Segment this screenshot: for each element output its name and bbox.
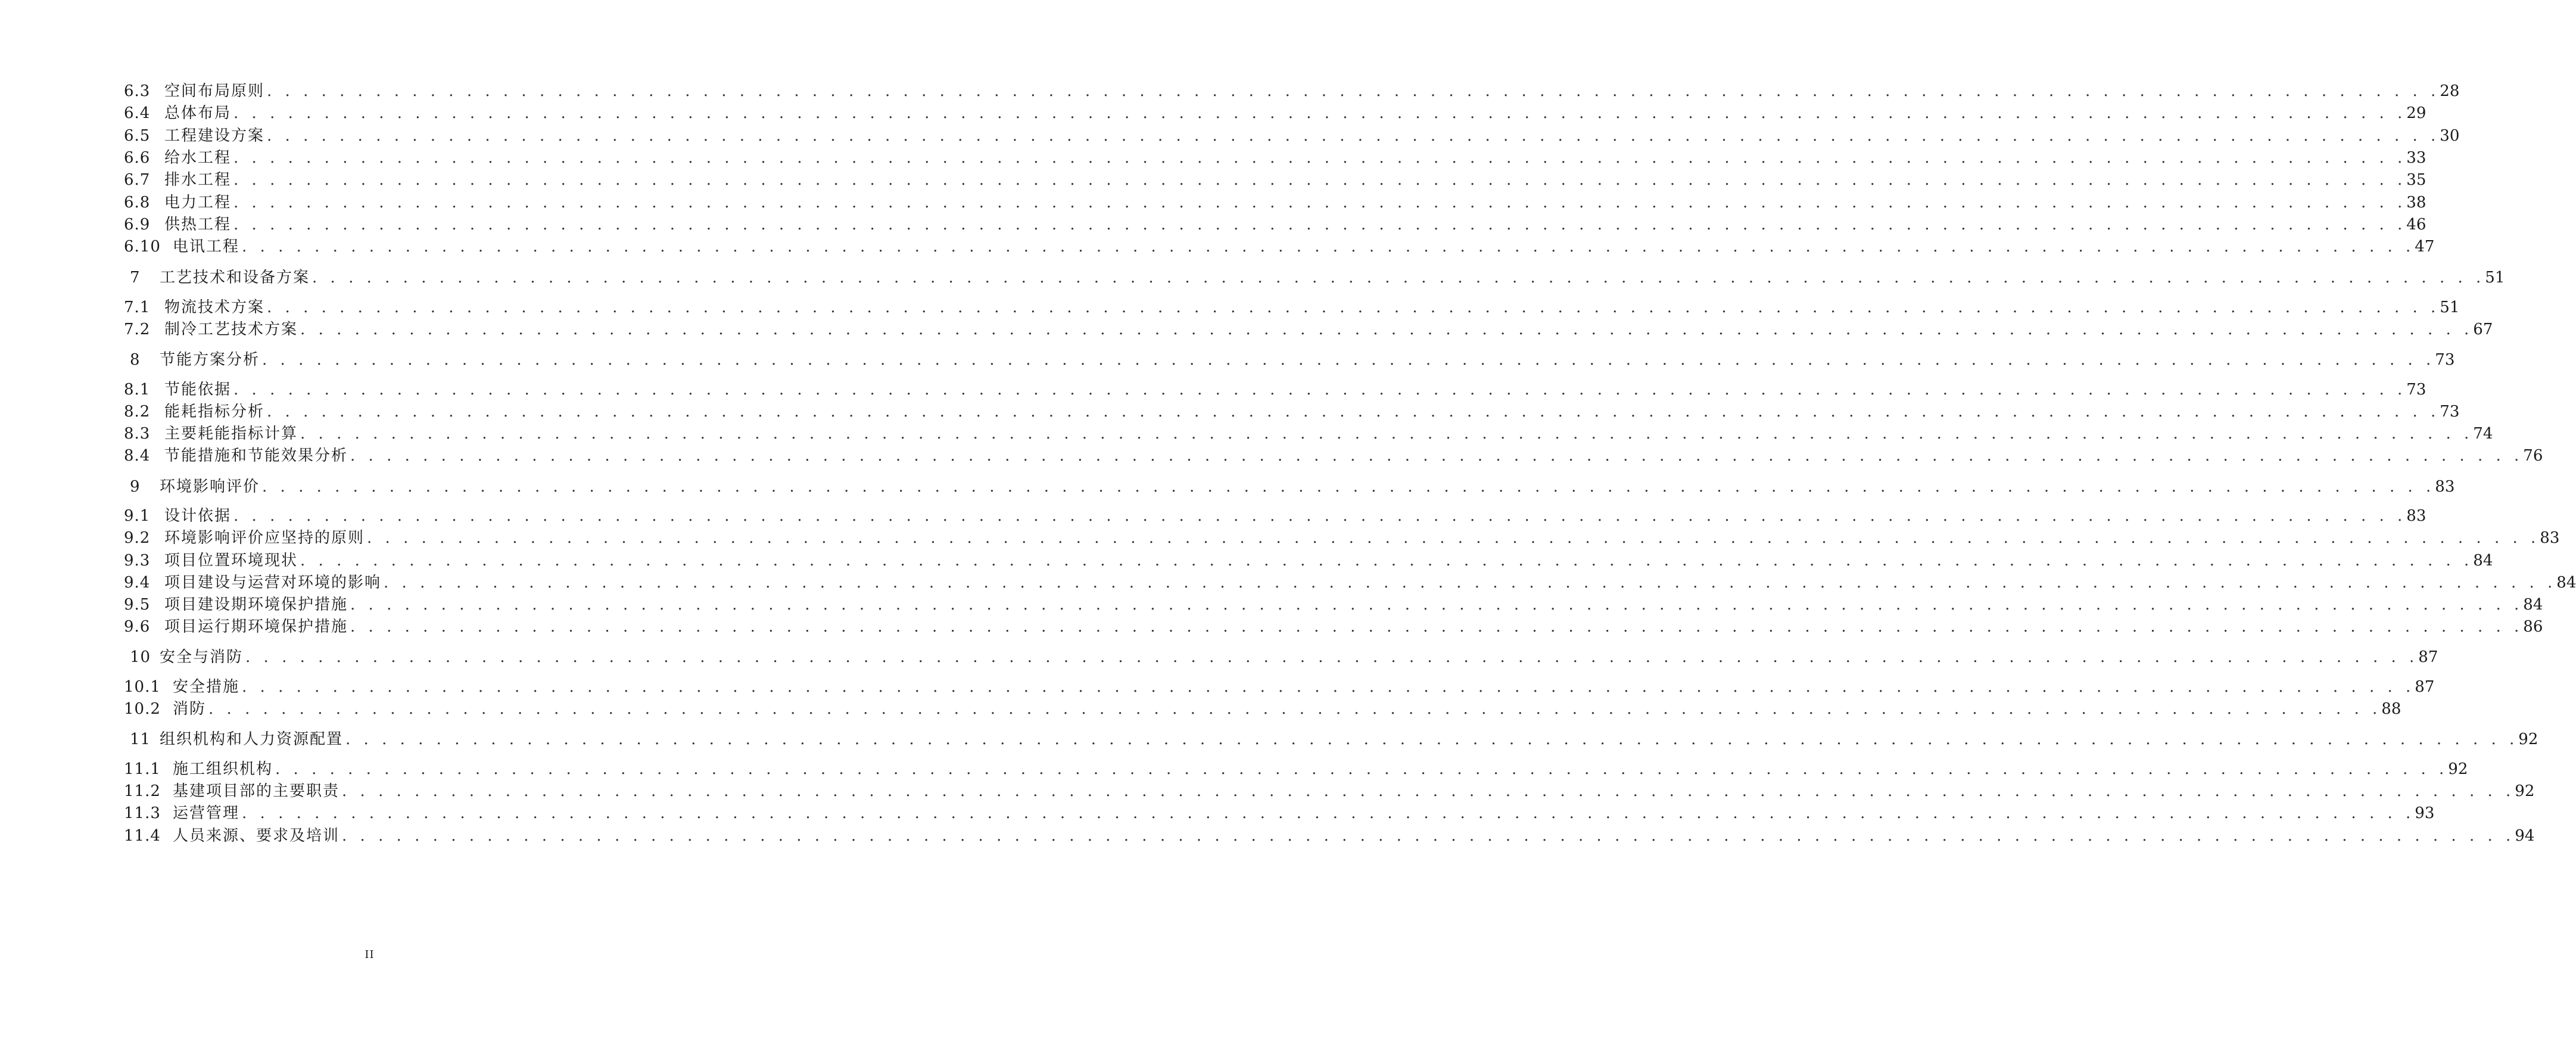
toc-dot-leader: . . . . . . . . . . . . . . . . . . . . . . . . . . . . . . . . . . . . . . . . . . . . . . . . . . . . . . . . . . . . . . . . . . . . . . . . . . . . . . . . . . . . . . . . . . . . . . . . . . . . . . . . . . . . . . . . . . . . . . . . <box>233 171 2407 189</box>
toc-entry-page: 92 <box>2518 730 2538 748</box>
toc-entry-page: 51 <box>2440 298 2460 316</box>
toc-entry-page: 84 <box>2473 552 2493 570</box>
toc-entry-page: 38 <box>2406 194 2427 212</box>
toc-entry-page: 67 <box>2473 321 2493 338</box>
toc-section-entry[interactable] <box>124 380 2427 400</box>
toc-dot-leader: . . . . . . . . . . . . . . . . . . . . . . . . . . . . . . . . . . . . . . . . . . . . . . . . . . . . . . . . . . . . . . . . . . . . . . . . . . . . . . . . . . . . . . . . . . . . . . . . . . . . . . . . . . . . . . . . . . . . . . . . <box>233 104 2407 122</box>
toc-section-entry[interactable] <box>124 402 2460 422</box>
toc-dot-leader: . . . . . . . . . . . . . . . . . . . . . . . . . . . . . . . . . . . . . . . . . . . . . . . . . . . . . . . . . . . . . . . . . . . . . . . . . . . . . . . . . . . . . . . . . . . . . . . . . . . . . . . . . . . . . . . . . . . . . . . . <box>350 447 2524 465</box>
toc-entry-page: 47 <box>2415 238 2435 256</box>
toc-entry-page: 86 <box>2523 618 2543 636</box>
toc-dot-leader: . . . . . . . . . . . . . . . . . . . . . . . . . . . . . . . . . . . . . . . . . . . . . . . . . . . . . . . . . . . . . . . . . . . . . . . . . . . . . . . . . . . . . . . . . . . . . . . . . . . . . . . . . . . . . . . . . . . . . . . . <box>233 507 2407 525</box>
toc-entry-number: 9.6 <box>124 618 151 636</box>
toc-entry-page: 92 <box>2448 760 2468 778</box>
toc-entry-page: 94 <box>2515 827 2535 845</box>
toc-entry-page: 83 <box>2406 507 2427 525</box>
toc-entry-number: 6.9 <box>124 216 151 234</box>
toc-section-entry[interactable] <box>124 192 2427 213</box>
toc-dot-leader: . . . . . . . . . . . . . . . . . . . . . . . . . . . . . . . . . . . . . . . . . . . . . . . . . . . . . . . . . . . . . . . . . . . . . . . . . . . . . . . . . . . . . . . . . . . . . . . . . . . . . . . . . . . . . . . . . . . . . . . . <box>300 321 2474 338</box>
toc-dot-leader: . . . . . . . . . . . . . . . . . . . . . . . . . . . . . . . . . . . . . . . . . . . . . . . . . . . . . . . . . . . . . . . . . . . . . . . . . . . . . . . . . . . . . . . . . . . . . . . . . . . . . . . . . . . . . . . . . . . . . . . . <box>233 149 2407 167</box>
toc-entry-page: 84 <box>2523 596 2543 614</box>
toc-entry-number: 7.1 <box>124 298 151 316</box>
toc-entry-number: 10 <box>130 648 151 666</box>
toc-entry-title: 运营管理 <box>173 804 240 822</box>
toc-entry-title: 总体布局 <box>164 104 232 122</box>
toc-entry-number: 10.2 <box>124 700 161 718</box>
toc-section-entry[interactable] <box>124 424 2493 444</box>
toc-dot-leader: . . . . . . . . . . . . . . . . . . . . . . . . . . . . . . . . . . . . . . . . . . . . . . . . . . . . . . . . . . . . . . . . . . . . . . . . . . . . . . . . . . . . . . . . . . . . . . . . . . . . . . . . . . . . . . . . . . . . . . . . <box>312 269 2485 287</box>
toc-entry-title: 设计依据 <box>164 507 232 525</box>
toc-dot-leader: . . . . . . . . . . . . . . . . . . . . . . . . . . . . . . . . . . . . . . . . . . . . . . . . . . . . . . . . . . . . . . . . . . . . . . . . . . . . . . . . . . . . . . . . . . . . . . . . . . . . . . . . . . . . . . . . . . . . . . . . <box>233 381 2407 399</box>
toc-chapter-entry[interactable] <box>130 268 2505 288</box>
toc-entry-title: 空间布局原则 <box>164 82 265 100</box>
toc-entry-page: 28 <box>2440 82 2460 100</box>
toc-dot-leader: . . . . . . . . . . . . . . . . . . . . . . . . . . . . . . . . . . . . . . . . . . . . . . . . . . . . . . . . . . . . . . . . . . . . . . . . . . . . . . . . . . . . . . . . . . . . . . . . . . . . . . . . . . . . . . . . . . . . . . . . <box>350 618 2524 636</box>
toc-dot-leader: . . . . . . . . . . . . . . . . . . . . . . . . . . . . . . . . . . . . . . . . . . . . . . . . . . . . . . . . . . . . . . . . . . . . . . . . . . . . . . . . . . . . . . . . . . . . . . . . . . . . . . . . . . . . . . . . . . . . . . . . <box>267 82 2440 100</box>
toc-entry-number: 11.2 <box>124 782 161 800</box>
toc-entry-number: 9.2 <box>124 529 151 547</box>
toc-entry-page: 35 <box>2406 171 2427 189</box>
toc-entry-number: 8.1 <box>124 381 151 399</box>
toc-section-entry[interactable] <box>124 781 2535 801</box>
toc-dot-leader: . . . . . . . . . . . . . . . . . . . . . . . . . . . . . . . . . . . . . . . . . . . . . . . . . . . . . . . . . . . . . . . . . . . . . . . . . . . . . . . . . . . . . . . . . . . . . . . . . . . . . . . . . . . . . . . . . . . . . . . . <box>275 760 2449 778</box>
toc-entry-page: 51 <box>2485 269 2505 287</box>
toc-entry-number: 6.7 <box>124 171 151 189</box>
toc-entry-number: 6.5 <box>124 127 151 145</box>
toc-entry-number: 11.1 <box>124 760 161 778</box>
toc-entry-title: 安全与消防 <box>160 648 244 666</box>
toc-chapter-entry[interactable] <box>130 350 2455 370</box>
toc-section-entry[interactable] <box>124 677 2435 697</box>
toc-entry-number: 9.5 <box>124 596 151 614</box>
toc-entry-title: 工艺技术和设备方案 <box>160 269 310 287</box>
toc-section-entry[interactable] <box>124 573 2576 593</box>
toc-entry-title: 项目建设期环境保护措施 <box>164 596 348 614</box>
toc-entry-page: 33 <box>2406 149 2427 167</box>
toc-entry-page: 87 <box>2418 648 2438 666</box>
toc-dot-leader: . . . . . . . . . . . . . . . . . . . . . . . . . . . . . . . . . . . . . . . . . . . . . . . . . . . . . . . . . . . . . . . . . . . . . . . . . . . . . . . . . . . . . . . . . . . . . . . . . . . . . . . . . . . . . . . . . . . . . . . . <box>233 194 2407 212</box>
toc-dot-leader: . . . . . . . . . . . . . . . . . . . . . . . . . . . . . . . . . . . . . . . . . . . . . . . . . . . . . . . . . . . . . . . . . . . . . . . . . . . . . . . . . . . . . . . . . . . . . . . . . . . . . . . . . . . . . . . . . . . . . . . . <box>384 574 2557 592</box>
toc-section-entry[interactable] <box>124 528 2560 548</box>
toc-dot-leader: . . . . . . . . . . . . . . . . . . . . . . . . . . . . . . . . . . . . . . . . . . . . . . . . . . . . . . . . . . . . . . . . . . . . . . . . . . . . . . . . . . . . . . . . . . . . . . . . . . . . . . . . . . . . . . . . . . . . . . . . <box>242 804 2415 822</box>
toc-chapter-entry[interactable] <box>130 647 2438 667</box>
toc-dot-leader: . . . . . . . . . . . . . . . . . . . . . . . . . . . . . . . . . . . . . . . . . . . . . . . . . . . . . . . . . . . . . . . . . . . . . . . . . . . . . . . . . . . . . . . . . . . . . . . . . . . . . . . . . . . . . . . . . . . . . . . . <box>342 827 2515 845</box>
toc-entry-page: 93 <box>2415 804 2435 822</box>
toc-entry-title: 人员来源、要求及培训 <box>173 827 340 845</box>
toc-entry-title: 节能措施和节能效果分析 <box>164 447 348 465</box>
toc-entry-page: 73 <box>2440 403 2460 421</box>
toc-entry-number: 11.3 <box>124 804 161 822</box>
toc-dot-leader: . . . . . . . . . . . . . . . . . . . . . . . . . . . . . . . . . . . . . . . . . . . . . . . . . . . . . . . . . . . . . . . . . . . . . . . . . . . . . . . . . . . . . . . . . . . . . . . . . . . . . . . . . . . . . . . . . . . . . . . . <box>262 351 2435 369</box>
toc-entry-title: 电讯工程 <box>173 238 240 256</box>
toc-entry-number: 7 <box>130 269 141 287</box>
toc-entry-page: 76 <box>2523 447 2543 465</box>
toc-entry-number: 9 <box>130 478 141 496</box>
toc-entry-number: 6.4 <box>124 104 151 122</box>
toc-entry-page: 83 <box>2540 529 2560 547</box>
toc-entry-title: 施工组织机构 <box>173 760 273 778</box>
toc-section-entry[interactable] <box>124 319 2493 340</box>
toc-entry-page: 74 <box>2473 425 2493 443</box>
toc-section-entry[interactable] <box>124 170 2427 190</box>
toc-entry-number: 9.3 <box>124 552 151 570</box>
toc-entry-number: 7.2 <box>124 321 151 338</box>
toc-dot-leader: . . . . . . . . . . . . . . . . . . . . . . . . . . . . . . . . . . . . . . . . . . . . . . . . . . . . . . . . . . . . . . . . . . . . . . . . . . . . . . . . . . . . . . . . . . . . . . . . . . . . . . . . . . . . . . . . . . . . . . . . <box>242 678 2415 696</box>
toc-entry-page: 92 <box>2515 782 2535 800</box>
toc-entry-title: 制冷工艺技术方案 <box>164 321 298 338</box>
toc-entry-title: 项目建设与运营对环境的影响 <box>164 574 382 592</box>
toc-entry-number: 6.3 <box>124 82 151 100</box>
toc-section-entry[interactable] <box>124 551 2493 571</box>
toc-dot-leader: . . . . . . . . . . . . . . . . . . . . . . . . . . . . . . . . . . . . . . . . . . . . . . . . . . . . . . . . . . . . . . . . . . . . . . . . . . . . . . . . . . . . . . . . . . . . . . . . . . . . . . . . . . . . . . . . . . . . . . . . <box>300 425 2474 443</box>
toc-dot-leader: . . . . . . . . . . . . . . . . . . . . . . . . . . . . . . . . . . . . . . . . . . . . . . . . . . . . . . . . . . . . . . . . . . . . . . . . . . . . . . . . . . . . . . . . . . . . . . . . . . . . . . . . . . . . . . . . . . . . . . . . <box>300 552 2474 570</box>
toc-entry-title: 节能依据 <box>164 381 232 399</box>
toc-dot-leader: . . . . . . . . . . . . . . . . . . . . . . . . . . . . . . . . . . . . . . . . . . . . . . . . . . . . . . . . . . . . . . . . . . . . . . . . . . . . . . . . . . . . . . . . . . . . . . . . . . . . . . . . . . . . . . . . . . . . . . . . <box>342 782 2515 800</box>
toc-section-entry[interactable] <box>124 126 2460 146</box>
toc-entry-page: 87 <box>2415 678 2435 696</box>
toc-entry-title: 消防 <box>173 700 207 718</box>
toc-section-entry[interactable] <box>124 803 2435 823</box>
toc-entry-number: 8.3 <box>124 425 151 443</box>
toc-section-entry[interactable] <box>124 826 2535 846</box>
toc-chapter-entry[interactable] <box>130 477 2455 497</box>
toc-dot-leader: . . . . . . . . . . . . . . . . . . . . . . . . . . . . . . . . . . . . . . . . . . . . . . . . . . . . . . . . . . . . . . . . . . . . . . . . . . . . . . . . . . . . . . . . . . . . . . . . . . . . . . . . . . . . . . . . . . . . . . . . <box>208 700 2382 718</box>
toc-entry-number: 6.8 <box>124 194 151 212</box>
toc-entry-title: 能耗指标分析 <box>164 403 265 421</box>
toc-section-entry[interactable] <box>124 237 2435 257</box>
toc-entry-page: 83 <box>2435 478 2455 496</box>
toc-dot-leader: . . . . . . . . . . . . . . . . . . . . . . . . . . . . . . . . . . . . . . . . . . . . . . . . . . . . . . . . . . . . . . . . . . . . . . . . . . . . . . . . . . . . . . . . . . . . . . . . . . . . . . . . . . . . . . . . . . . . . . . . <box>350 596 2524 614</box>
toc-entry-title: 项目位置环境现状 <box>164 552 298 570</box>
toc-entry-number: 10.1 <box>124 678 161 696</box>
toc-entry-title: 环境影响评价应坚持的原则 <box>164 529 365 547</box>
toc-section-entry[interactable] <box>124 699 2401 719</box>
toc-entry-number: 8.2 <box>124 403 151 421</box>
toc-entry-title: 主要耗能指标计算 <box>164 425 298 443</box>
toc-section-entry[interactable] <box>124 81 2460 101</box>
toc-entry-title: 项目运行期环境保护措施 <box>164 618 348 636</box>
toc-dot-leader: . . . . . . . . . . . . . . . . . . . . . . . . . . . . . . . . . . . . . . . . . . . . . . . . . . . . . . . . . . . . . . . . . . . . . . . . . . . . . . . . . . . . . . . . . . . . . . . . . . . . . . . . . . . . . . . . . . . . . . . . <box>345 730 2519 748</box>
toc-entry-number: 8 <box>130 351 141 369</box>
toc-entry-number: 8.4 <box>124 447 151 465</box>
toc-dot-leader: . . . . . . . . . . . . . . . . . . . . . . . . . . . . . . . . . . . . . . . . . . . . . . . . . . . . . . . . . . . . . . . . . . . . . . . . . . . . . . . . . . . . . . . . . . . . . . . . . . . . . . . . . . . . . . . . . . . . . . . . <box>267 403 2440 421</box>
toc-entry-page: 73 <box>2435 351 2455 369</box>
toc-dot-leader: . . . . . . . . . . . . . . . . . . . . . . . . . . . . . . . . . . . . . . . . . . . . . . . . . . . . . . . . . . . . . . . . . . . . . . . . . . . . . . . . . . . . . . . . . . . . . . . . . . . . . . . . . . . . . . . . . . . . . . . . <box>367 529 2540 547</box>
toc-section-entry[interactable] <box>124 214 2427 235</box>
toc-entry-page: 29 <box>2406 104 2427 122</box>
toc-entry-title: 供热工程 <box>164 216 232 234</box>
toc-section-entry[interactable] <box>124 759 2468 779</box>
toc-entry-page: 73 <box>2406 381 2427 399</box>
toc-entry-number: 11.4 <box>124 827 161 845</box>
toc-dot-leader: . . . . . . . . . . . . . . . . . . . . . . . . . . . . . . . . . . . . . . . . . . . . . . . . . . . . . . . . . . . . . . . . . . . . . . . . . . . . . . . . . . . . . . . . . . . . . . . . . . . . . . . . . . . . . . . . . . . . . . . . <box>267 298 2440 316</box>
toc-entry-title: 组织机构和人力资源配置 <box>160 730 344 748</box>
toc-dot-leader: . . . . . . . . . . . . . . . . . . . . . . . . . . . . . . . . . . . . . . . . . . . . . . . . . . . . . . . . . . . . . . . . . . . . . . . . . . . . . . . . . . . . . . . . . . . . . . . . . . . . . . . . . . . . . . . . . . . . . . . . <box>262 478 2435 496</box>
toc-entry-page: 88 <box>2381 700 2401 718</box>
toc-section-entry[interactable] <box>124 297 2460 318</box>
toc-entry-number: 9.4 <box>124 574 151 592</box>
toc-entry-page: 46 <box>2406 216 2427 234</box>
toc-entry-title: 安全措施 <box>173 678 240 696</box>
toc-entry-title: 工程建设方案 <box>164 127 265 145</box>
toc-section-entry[interactable] <box>124 595 2543 615</box>
toc-entry-title: 节能方案分析 <box>160 351 260 369</box>
toc-entry-number: 11 <box>130 730 151 748</box>
toc-section-entry[interactable] <box>124 506 2427 526</box>
toc-dot-leader: . . . . . . . . . . . . . . . . . . . . . . . . . . . . . . . . . . . . . . . . . . . . . . . . . . . . . . . . . . . . . . . . . . . . . . . . . . . . . . . . . . . . . . . . . . . . . . . . . . . . . . . . . . . . . . . . . . . . . . . . <box>233 216 2407 234</box>
toc-section-entry[interactable] <box>124 103 2427 123</box>
toc-section-entry[interactable] <box>124 148 2427 168</box>
toc-entry-title: 环境影响评价 <box>160 478 260 496</box>
toc-entry-page: 30 <box>2440 127 2460 145</box>
toc-entry-title: 电力工程 <box>164 194 232 212</box>
toc-entry-number: 6.6 <box>124 149 151 167</box>
toc-section-entry[interactable] <box>124 617 2543 637</box>
toc-dot-leader: . . . . . . . . . . . . . . . . . . . . . . . . . . . . . . . . . . . . . . . . . . . . . . . . . . . . . . . . . . . . . . . . . . . . . . . . . . . . . . . . . . . . . . . . . . . . . . . . . . . . . . . . . . . . . . . . . . . . . . . . <box>267 127 2440 145</box>
toc-entry-number: 9.1 <box>124 507 151 525</box>
page-number-footer: II <box>365 948 375 961</box>
toc-chapter-entry[interactable] <box>130 729 2538 749</box>
toc-entry-title: 排水工程 <box>164 171 232 189</box>
toc-entry-number: 6.10 <box>124 238 161 256</box>
toc-entry-title: 给水工程 <box>164 149 232 167</box>
toc-entry-title: 基建项目部的主要职责 <box>173 782 340 800</box>
toc-section-entry[interactable] <box>124 446 2543 466</box>
toc-dot-leader: . . . . . . . . . . . . . . . . . . . . . . . . . . . . . . . . . . . . . . . . . . . . . . . . . . . . . . . . . . . . . . . . . . . . . . . . . . . . . . . . . . . . . . . . . . . . . . . . . . . . . . . . . . . . . . . . . . . . . . . . <box>242 238 2415 256</box>
toc-dot-leader: . . . . . . . . . . . . . . . . . . . . . . . . . . . . . . . . . . . . . . . . . . . . . . . . . . . . . . . . . . . . . . . . . . . . . . . . . . . . . . . . . . . . . . . . . . . . . . . . . . . . . . . . . . . . . . . . . . . . . . . . <box>245 648 2419 666</box>
toc-entry-page: 84 <box>2556 574 2576 592</box>
toc-entry-title: 物流技术方案 <box>164 298 265 316</box>
